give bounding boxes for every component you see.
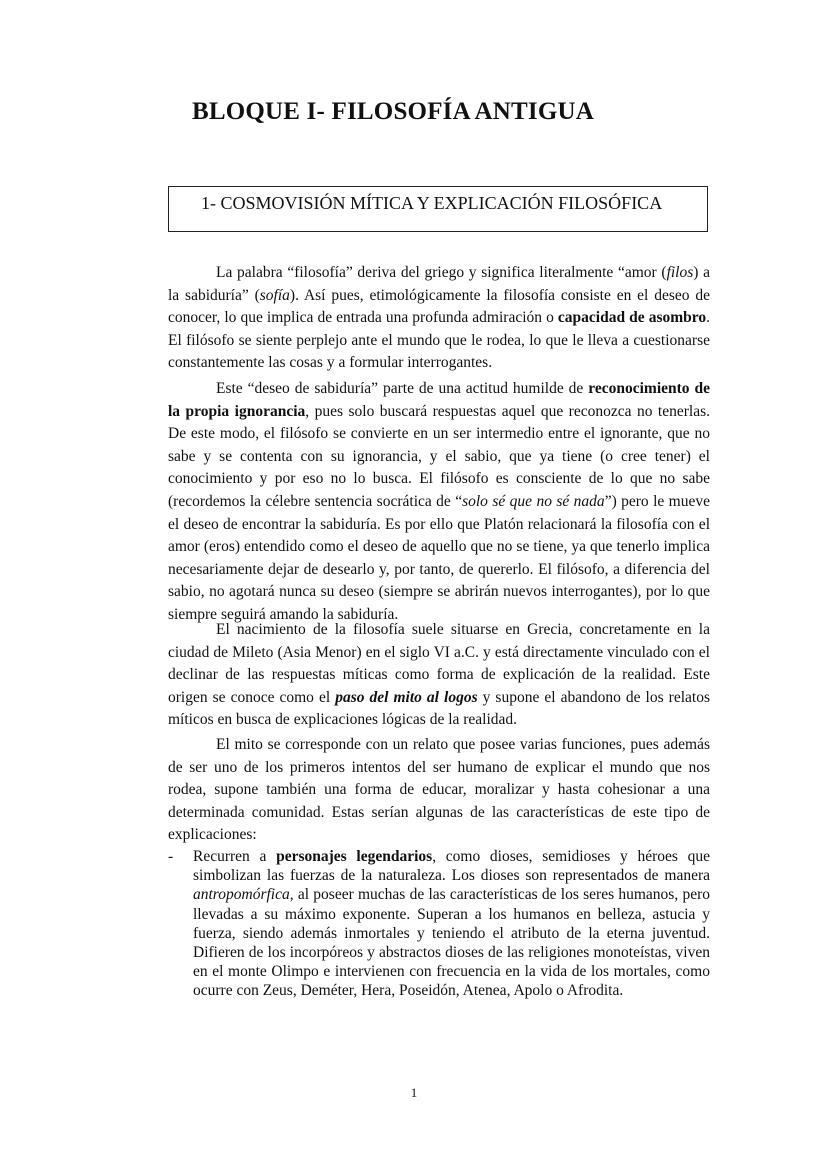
text-span: Recurren a	[193, 848, 277, 865]
italic-term: filos	[666, 264, 694, 281]
text-span: . El filósofo se siente perplejo ante el mundo que le rodea, lo que le lleva a cuestionarse constantemente las cosas y a formular interrogantes.	[168, 309, 710, 372]
text-span: y supone el abandono de los relatos míticos en busca de explicaciones lógicas de la realidad.	[168, 688, 710, 729]
text-span: ”) pero le mueve el deseo de encontrar la sabiduría. Es por ello que Platón relacionará la filosofía con el amor (eros) entendido como el deseo de aquello que no se tiene, ya que tenerlo implica necesariamente dejar de desearlo y, por tanto, de quererlo. El filósofo, a diferencia del sabio, no agotará nunca su deseo (siempre se abrirán nuevos interrogantes), por lo que siempre seguirá amando la sabiduría.	[168, 492, 710, 623]
section-heading-box	[168, 186, 708, 232]
page-title: BLOQUE I- FILOSOFÍA ANTIGUA	[192, 98, 595, 125]
text-span: , pues solo buscará respuestas aquel que reconozca no tenerlas. De este modo, el filósofo se convierte en un ser intermedio entre el ignorante, que no sabe y se contenta con su ignorancia, y el sabio, que ya tiene (o cree tener) el conocimiento y por eso no lo busca. El filósofo es consciente de lo que no sabe (recordemos la célebre sentencia socrática de “	[168, 402, 710, 510]
paragraph-etymology	[168, 262, 710, 375]
text-span: ). Así pues, etimológicamente la filosofía consiste en el deseo de conocer, lo que implica de entrada una profunda admiración o	[168, 286, 710, 327]
text-span: La palabra “filosofía” deriva del griego y significa literalmente “amor (	[216, 264, 667, 281]
text-span: El mito se corresponde con un relato que posee varias funciones, pues además de ser uno de los primeros intentos del ser humano de explicar el mundo que nos rodea, supone también una forma de educar, moralizar y hasta cohesionar a una determinada comunidad. Estas serían algunas de las características de este tipo de explicaciones:	[168, 736, 710, 844]
paragraph-ignorance	[168, 378, 710, 627]
bold-term: capacidad de asombro	[557, 309, 707, 327]
section-title: 1- COSMOVISIÓN MÍTICA Y EXPLICACIÓN FILOSÓFICA	[201, 193, 663, 213]
text-span: Este “deseo de sabiduría” parte de una actitud humilde de	[216, 380, 589, 397]
list-item	[168, 847, 710, 1001]
bold-term: reconocimiento de la propia ignorancia	[168, 380, 710, 420]
bold-term: personajes legendarios	[276, 848, 433, 865]
text-span: , como dioses, semidioses y héroes que simbolizan las fuerzas de la naturaleza. Los dioses son representados de manera	[193, 848, 710, 885]
bullet-marker: -	[168, 848, 174, 865]
list-item-text	[193, 847, 710, 1001]
paragraph-origin	[168, 619, 710, 732]
text-span: El nacimiento de la filosofía suele situarse en Grecia, concretamente en la ciudad de Mileto (Asia Menor) en el siglo VI a.C. y está directamente vinculado con el declinar de las respuestas míticas como forma de explicación de la realidad. Este origen se conoce como el	[168, 621, 710, 706]
italic-term: antropomórfica	[193, 886, 290, 904]
page-number: 1	[410, 1085, 418, 1100]
italic-term: sofía	[259, 286, 290, 304]
text-span: , al poseer muchas de las características de los seres humanos, pero llevadas a su máximo exponente. Superan a los humanos en belleza, astucia y fuerza, siendo además inmortales y teniendo el atributo de la eterna juventud. Difieren de los incorpóreos y abstractos dioses de las religiones monoteístas, viven en el monte Olimpo e intervienen con frecuencia en la vida de los mortales, como ocurre con Zeus, Deméter, Hera, Poseidón, Atenea, Apolo o Afrodita.	[193, 886, 710, 1000]
bold-italic-term: paso del mito al logos	[335, 688, 478, 706]
paragraph-myth	[168, 734, 710, 847]
text-span: ) a la sabiduría” (	[168, 264, 710, 304]
italic-quote: solo sé que no sé nada	[462, 492, 605, 510]
